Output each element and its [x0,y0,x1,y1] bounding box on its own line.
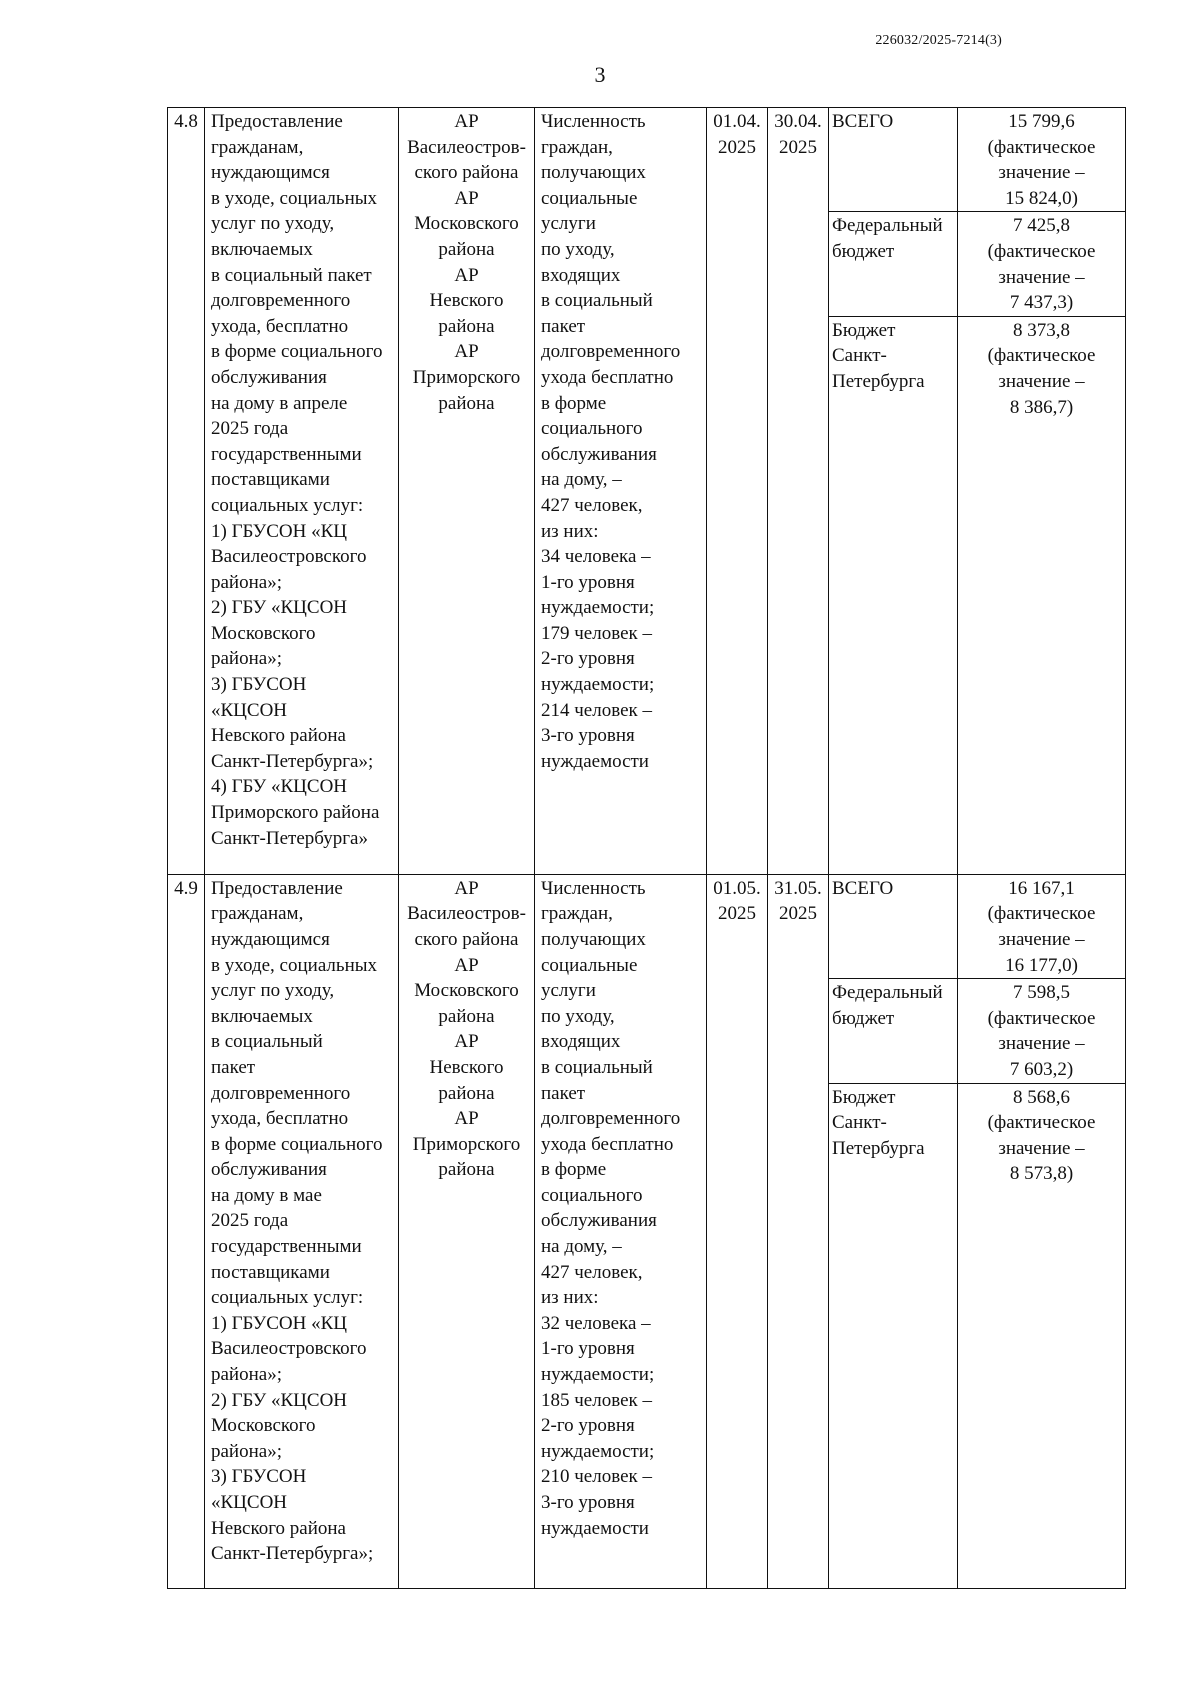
funding-source-city: Бюджет Санкт- Петербурга [829,1083,958,1588]
table-row [168,874,1126,978]
measure-description: Предоставление гражданам, нуждающимся в уходе, социальных услуг по уходу, включаемых в социальный пакет долговременного ухода, бесплатно в форме социального обслуживания на дому в апреле 2025 года государственными поставщиками социальных услуг: 1) ГБУСОН «КЦ Василеостровского района»; 2) ГБУ «КЦСОН Московского района»; 3) ГБУСОН «КЦСОН Невского района Санкт-Петербурга»; 4) ГБУ «КЦСОН Приморского района Санкт-Петербурга» [205,108,399,875]
indicator: Численность граждан, получающих социальные услуги по уходу, входящих в социальный пакет долговременного ухода бесплатно в форме социального обслуживания на дому, – 427 человек, из них: 32 человека – 1-го уровня нуждаемости; 185 человек – 2-го уровня нуждаемости; 210 человек – 3-го уровня нуждаемости [535,874,707,1588]
measures-table [167,107,1126,1589]
start-date: 01.04. 2025 [707,108,768,875]
funding-amount-federal: 7 598,5 (фактическое значение – 7 603,2) [958,979,1126,1083]
responsible-executors: АР Василеостров- ского района АР Московского района АР Невского района АР Приморского района [399,108,535,875]
funding-amount-federal: 7 425,8 (фактическое значение – 7 437,3) [958,212,1126,316]
end-date: 30.04. 2025 [768,108,829,875]
row-number: 4.9 [168,874,205,1588]
funding-source-city: Бюджет Санкт- Петербурга [829,316,958,874]
funding-amount-city: 8 373,8 (фактическое значение – 8 386,7) [958,316,1126,874]
indicator: Численность граждан, получающих социальные услуги по уходу, входящих в социальный пакет долговременного ухода бесплатно в форме социального обслуживания на дому, – 427 человек, из них: 34 человека – 1-го уровня нуждаемости; 179 человек – 2-го уровня нуждаемости; 214 человек – 3-го уровня нуждаемости [535,108,707,875]
funding-source-total: ВСЕГО [829,108,958,212]
start-date: 01.05. 2025 [707,874,768,1588]
table-row [168,108,1126,212]
page-number: 3 [594,62,606,87]
funding-source-federal: Федеральный бюджет [829,979,958,1083]
responsible-executors: АР Василеостров- ского района АР Московского района АР Невского района АР Приморского района [399,874,535,1588]
row-number: 4.8 [168,108,205,875]
measure-description: Предоставление гражданам, нуждающимся в уходе, социальных услуг по уходу, включаемых в социальный пакет долговременного ухода, бесплатно в форме социального обслуживания на дому в мае 2025 года государственными поставщиками социальных услуг: 1) ГБУСОН «КЦ Василеостровского района»; 2) ГБУ «КЦСОН Московского района»; 3) ГБУСОН «КЦСОН Невского района Санкт-Петербурга»; [205,874,399,1588]
funding-source-total: ВСЕГО [829,874,958,978]
funding-amount-city: 8 568,6 (фактическое значение – 8 573,8) [958,1083,1126,1588]
document-registration-number: 226032/2025-7214(3) [875,33,1002,48]
end-date: 31.05. 2025 [768,874,829,1588]
funding-amount-total: 15 799,6 (фактическое значение – 15 824,0) [958,108,1126,212]
funding-source-federal: Федеральный бюджет [829,212,958,316]
funding-amount-total: 16 167,1 (фактическое значение – 16 177,0) [958,874,1126,978]
